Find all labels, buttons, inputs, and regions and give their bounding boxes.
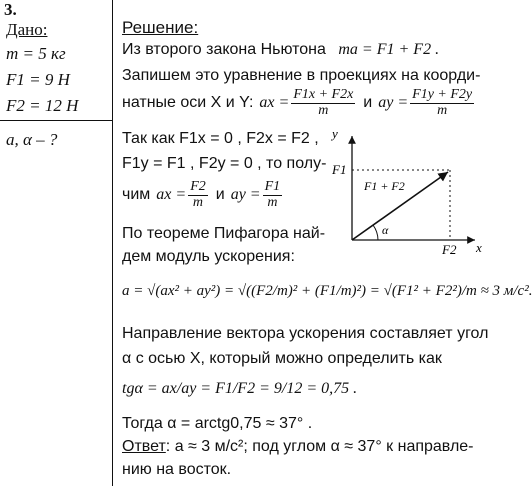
ay-result-numerator: F1 bbox=[264, 179, 281, 194]
given-find: a, α – ? bbox=[6, 130, 58, 149]
y-axis-label: y bbox=[332, 126, 338, 141]
ay-result-fraction bbox=[263, 180, 283, 210]
ay-denominator: m bbox=[437, 102, 448, 118]
result-text: чим bbox=[122, 186, 151, 204]
and-word: и bbox=[363, 94, 373, 112]
answer-line bbox=[122, 438, 474, 456]
ax-label: ax = bbox=[259, 94, 290, 112]
solution-line-1 bbox=[122, 41, 439, 59]
answer-text: : a ≈ 3 м/с²; под углом α ≈ 37° к направле- bbox=[165, 438, 474, 455]
ax-result-label: ax = bbox=[156, 186, 187, 204]
tangent-formula: tgα = ax/ay = F1/F2 = 9/12 = 0,75 . bbox=[122, 380, 358, 397]
vector-diagram bbox=[330, 128, 485, 256]
answer-line-2: нию на восток. bbox=[122, 461, 232, 478]
given-force-2: F2 = 12 Н bbox=[6, 96, 79, 115]
alpha-label: α bbox=[382, 223, 389, 237]
solution-line-6 bbox=[122, 180, 284, 210]
and-word-2: и bbox=[215, 186, 225, 204]
solution-line-4: Так как F1x = 0 , F2x = F2 , bbox=[122, 130, 319, 147]
ay-fraction bbox=[410, 88, 474, 118]
ax-result-denominator: m bbox=[192, 194, 204, 210]
angle-arc bbox=[373, 225, 378, 240]
ax-denominator: m bbox=[318, 102, 329, 118]
sum-label: F1 + F2 bbox=[364, 179, 405, 193]
given-title: Дано: bbox=[6, 20, 48, 39]
solution-line-10: Направление вектора ускорения составляет угол bbox=[122, 325, 489, 342]
ay-label: ay = bbox=[378, 94, 409, 112]
solution-line-11: α с осью X, который можно определить как bbox=[122, 350, 442, 367]
solution-line-13: Тогда α = arctg0,75 ≈ 37° . bbox=[122, 415, 313, 432]
ax-result-numerator: F2 bbox=[190, 179, 206, 194]
solution-title: Решение: bbox=[122, 18, 199, 37]
f1-label: F1 bbox=[332, 162, 347, 177]
f2-label: F2 bbox=[442, 242, 457, 257]
problem-number: 3. bbox=[4, 0, 17, 19]
divider-vertical bbox=[112, 0, 113, 486]
acceleration-formula: a = √(ax² + ay²) = √((F2/m)² + (F1/m)²) = √(F1² + F2²)/m ≈ 3 м/с². bbox=[122, 283, 532, 299]
answer-label: Ответ bbox=[122, 438, 166, 455]
ay-numerator: F1y + F2y bbox=[412, 87, 473, 102]
projection-text: натные оси X и Y: bbox=[122, 94, 254, 112]
ay-result-denominator: m bbox=[267, 194, 278, 210]
solution-line-5: F1y = F1 , F2y = 0 , то полу- bbox=[122, 155, 327, 172]
x-axis-label: x bbox=[476, 240, 482, 255]
newton-law-text: Из второго закона Ньютона bbox=[122, 41, 326, 58]
solution-line-8: дем модуль ускорения: bbox=[122, 248, 295, 265]
solution-line-7: По теореме Пифагора най- bbox=[122, 225, 326, 242]
given-block bbox=[6, 20, 78, 150]
solution-line-3 bbox=[122, 88, 476, 118]
solution-line-2: Запишем это уравнение в проекциях на коорди- bbox=[122, 67, 481, 84]
ax-numerator: F1x + F2x bbox=[293, 87, 354, 102]
ax-fraction bbox=[291, 88, 355, 118]
ax-result-fraction bbox=[188, 180, 208, 210]
given-mass: m = 5 кг bbox=[6, 44, 66, 63]
given-force-1: F1 = 9 Н bbox=[6, 70, 70, 89]
ay-result-label: ay = bbox=[230, 186, 261, 204]
newton-law-formula: ma = F1 + F2 . bbox=[338, 41, 440, 58]
